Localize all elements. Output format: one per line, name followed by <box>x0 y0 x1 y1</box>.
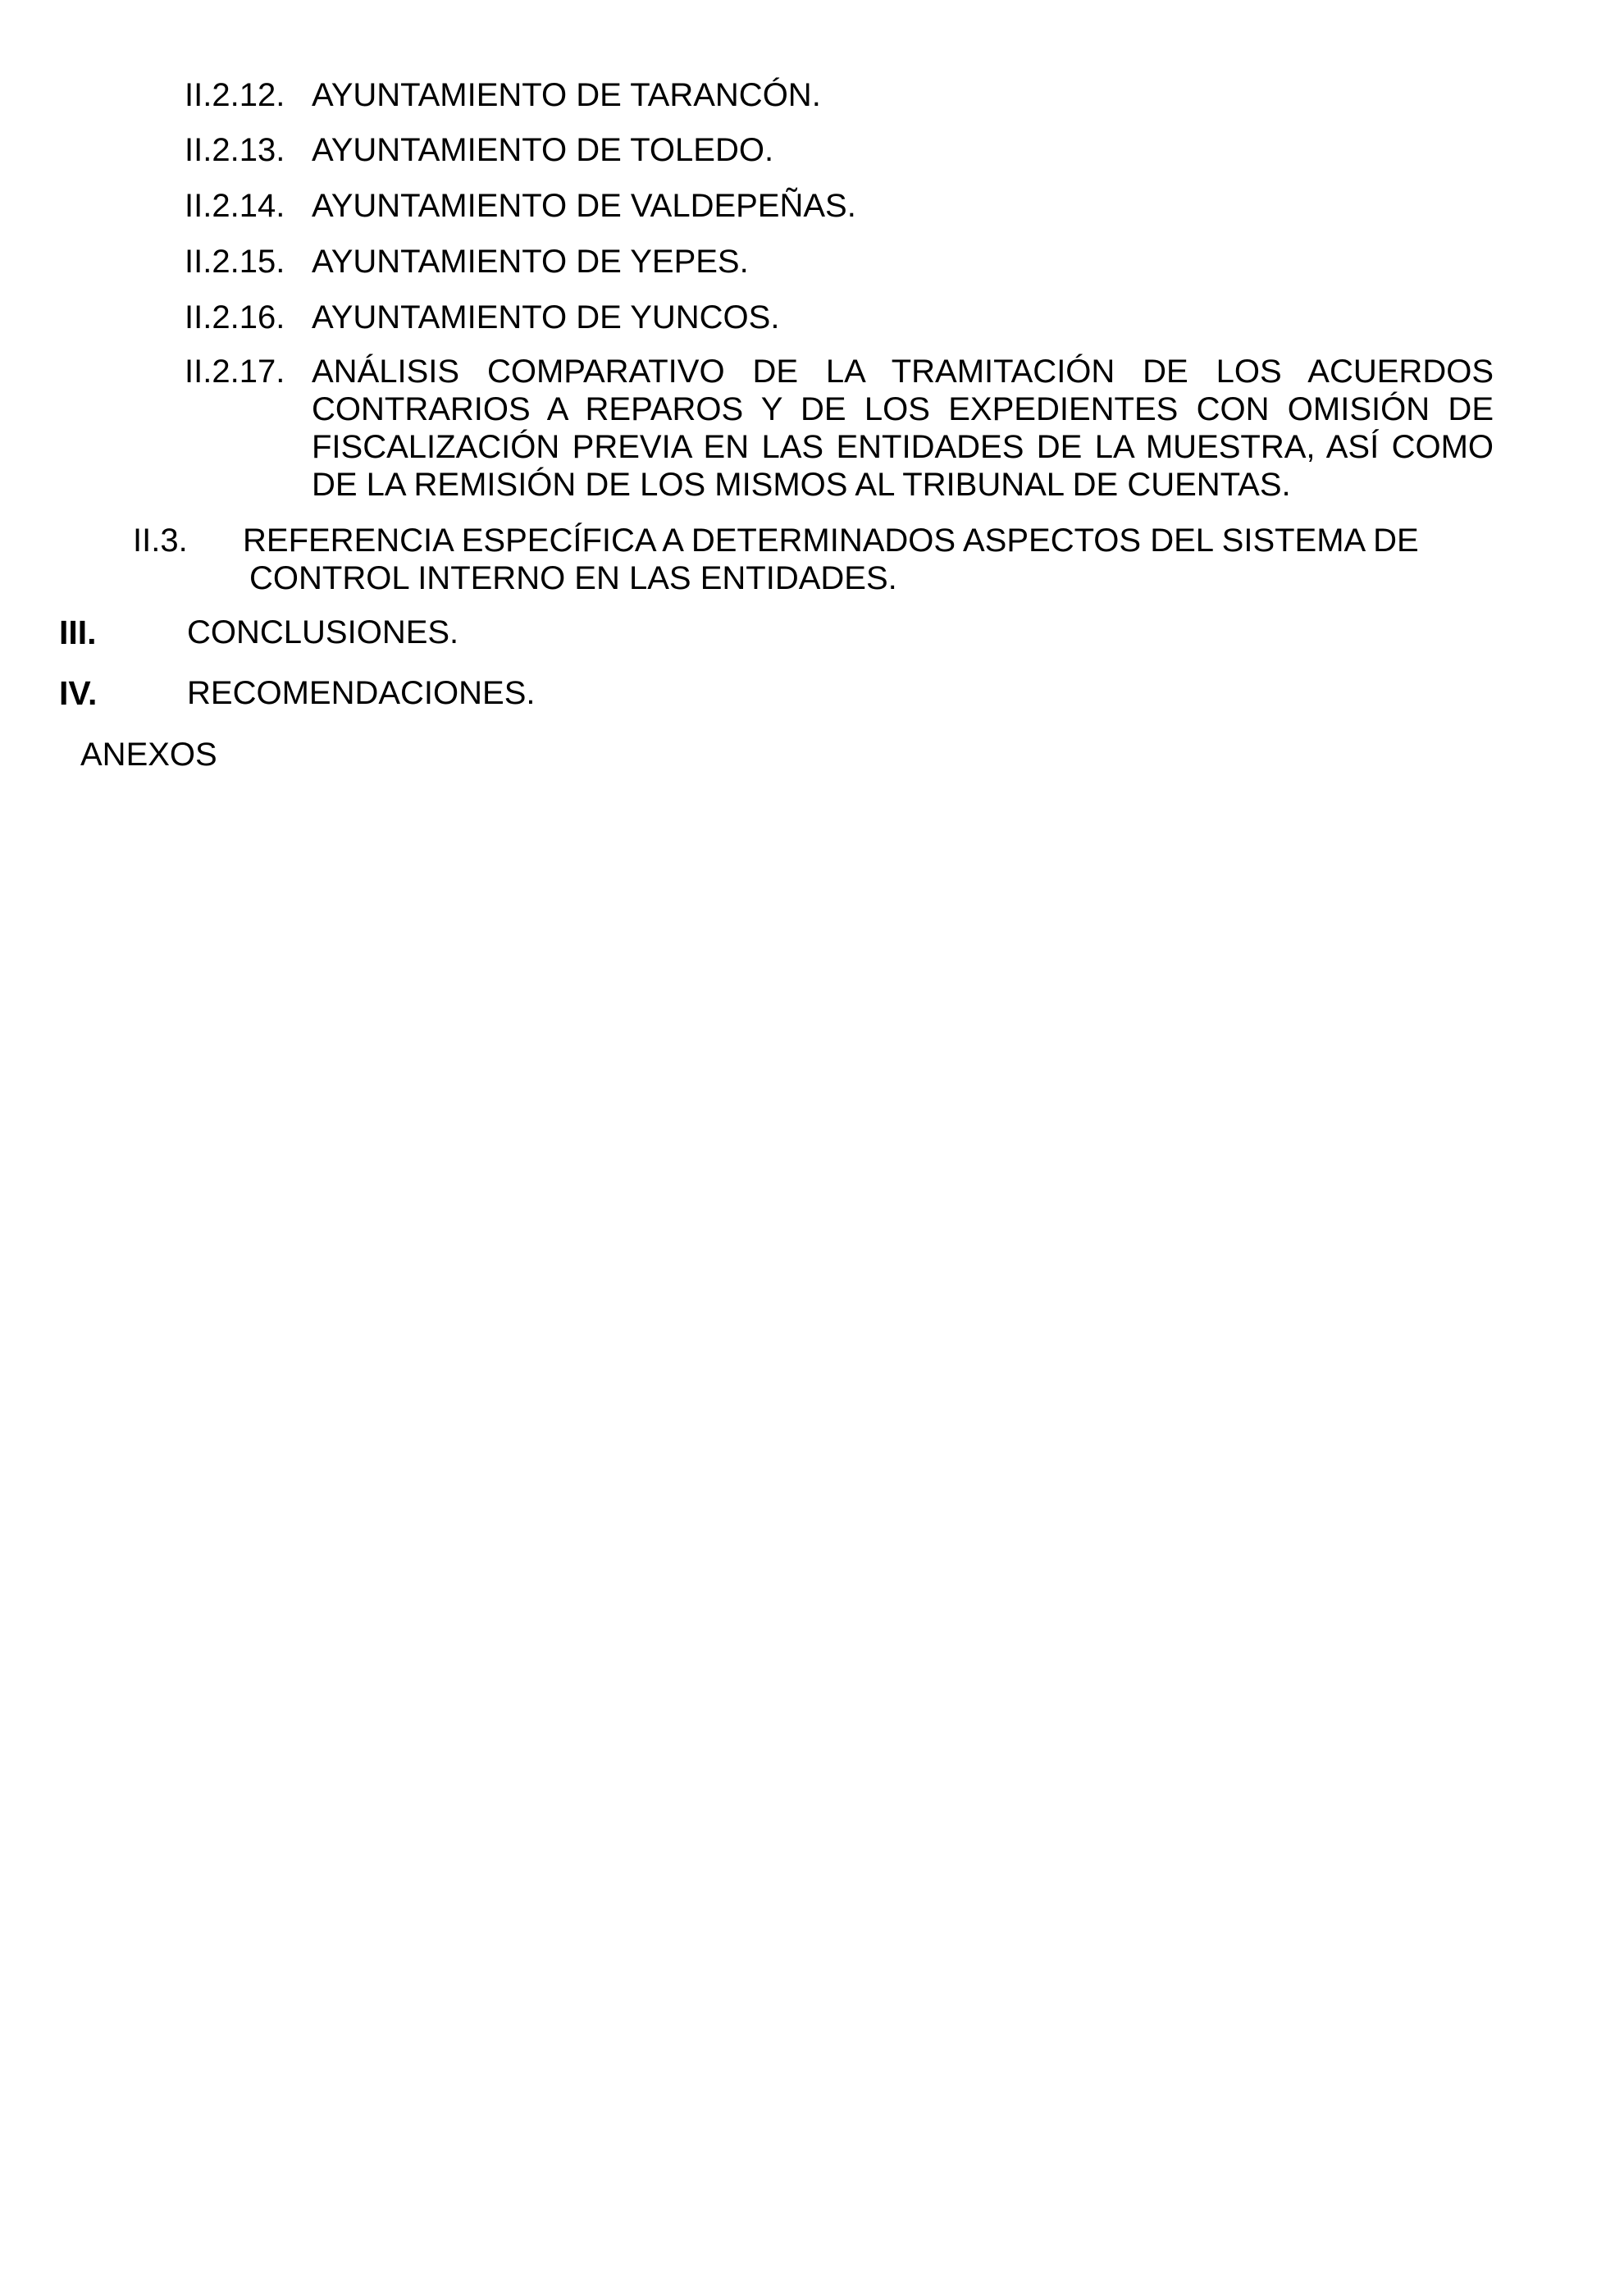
toc-entry-number: II.2.12. <box>185 77 285 113</box>
toc-entry-title: CONCLUSIONES. <box>187 614 459 650</box>
toc-entry-title-line1: REFERENCIA ESPECÍFICA A DETERMINADOS ASPECTOS DEL SISTEMA DE <box>243 522 1419 559</box>
toc-entry-number: III. <box>59 614 97 651</box>
toc-entry-number: II.2.14. <box>185 188 285 224</box>
toc-entry-number: II.2.16. <box>185 299 285 335</box>
toc-entry-number: II.3. <box>133 522 188 559</box>
toc-entry-title: AYUNTAMIENTO DE YEPES. <box>312 244 749 280</box>
toc-entry-title <box>243 522 1494 597</box>
toc-entry-number: II.2.17. <box>185 354 285 390</box>
toc-entry-title: AYUNTAMIENTO DE YUNCOS. <box>312 299 780 335</box>
toc-entry-title: AYUNTAMIENTO DE TOLEDO. <box>312 132 774 168</box>
toc-entry-title: AYUNTAMIENTO DE VALDEPEÑAS. <box>312 188 856 224</box>
toc-entry-number: II.2.13. <box>185 132 285 168</box>
toc-entry-title: RECOMENDACIONES. <box>187 675 536 711</box>
toc-entry-title: AYUNTAMIENTO DE TARANCÓN. <box>312 77 821 113</box>
toc-entry-number: II.2.15. <box>185 244 285 280</box>
toc-entry-number: IV. <box>59 674 98 712</box>
toc-entry-title-line2: CONTROL INTERNO EN LAS ENTIDADES. <box>249 560 897 596</box>
toc-entry-anexos[interactable] <box>80 736 217 773</box>
toc-entry-title: ANÁLISIS COMPARATIVO DE LA TRAMITACIÓN DE LOS ACUERDOS CONTRARIOS A REPAROS Y DE LOS EXPEDIENTES CON OMISIÓN DE FISCALIZACIÓN PREVIA EN LAS ENTIDADES DE LA MUESTRA, ASÍ COMO DE LA REMISIÓN DE LOS MISMOS AL TRIBUNAL DE CUENTAS. <box>312 354 1494 503</box>
annex-label: ANEXOS <box>80 737 217 773</box>
